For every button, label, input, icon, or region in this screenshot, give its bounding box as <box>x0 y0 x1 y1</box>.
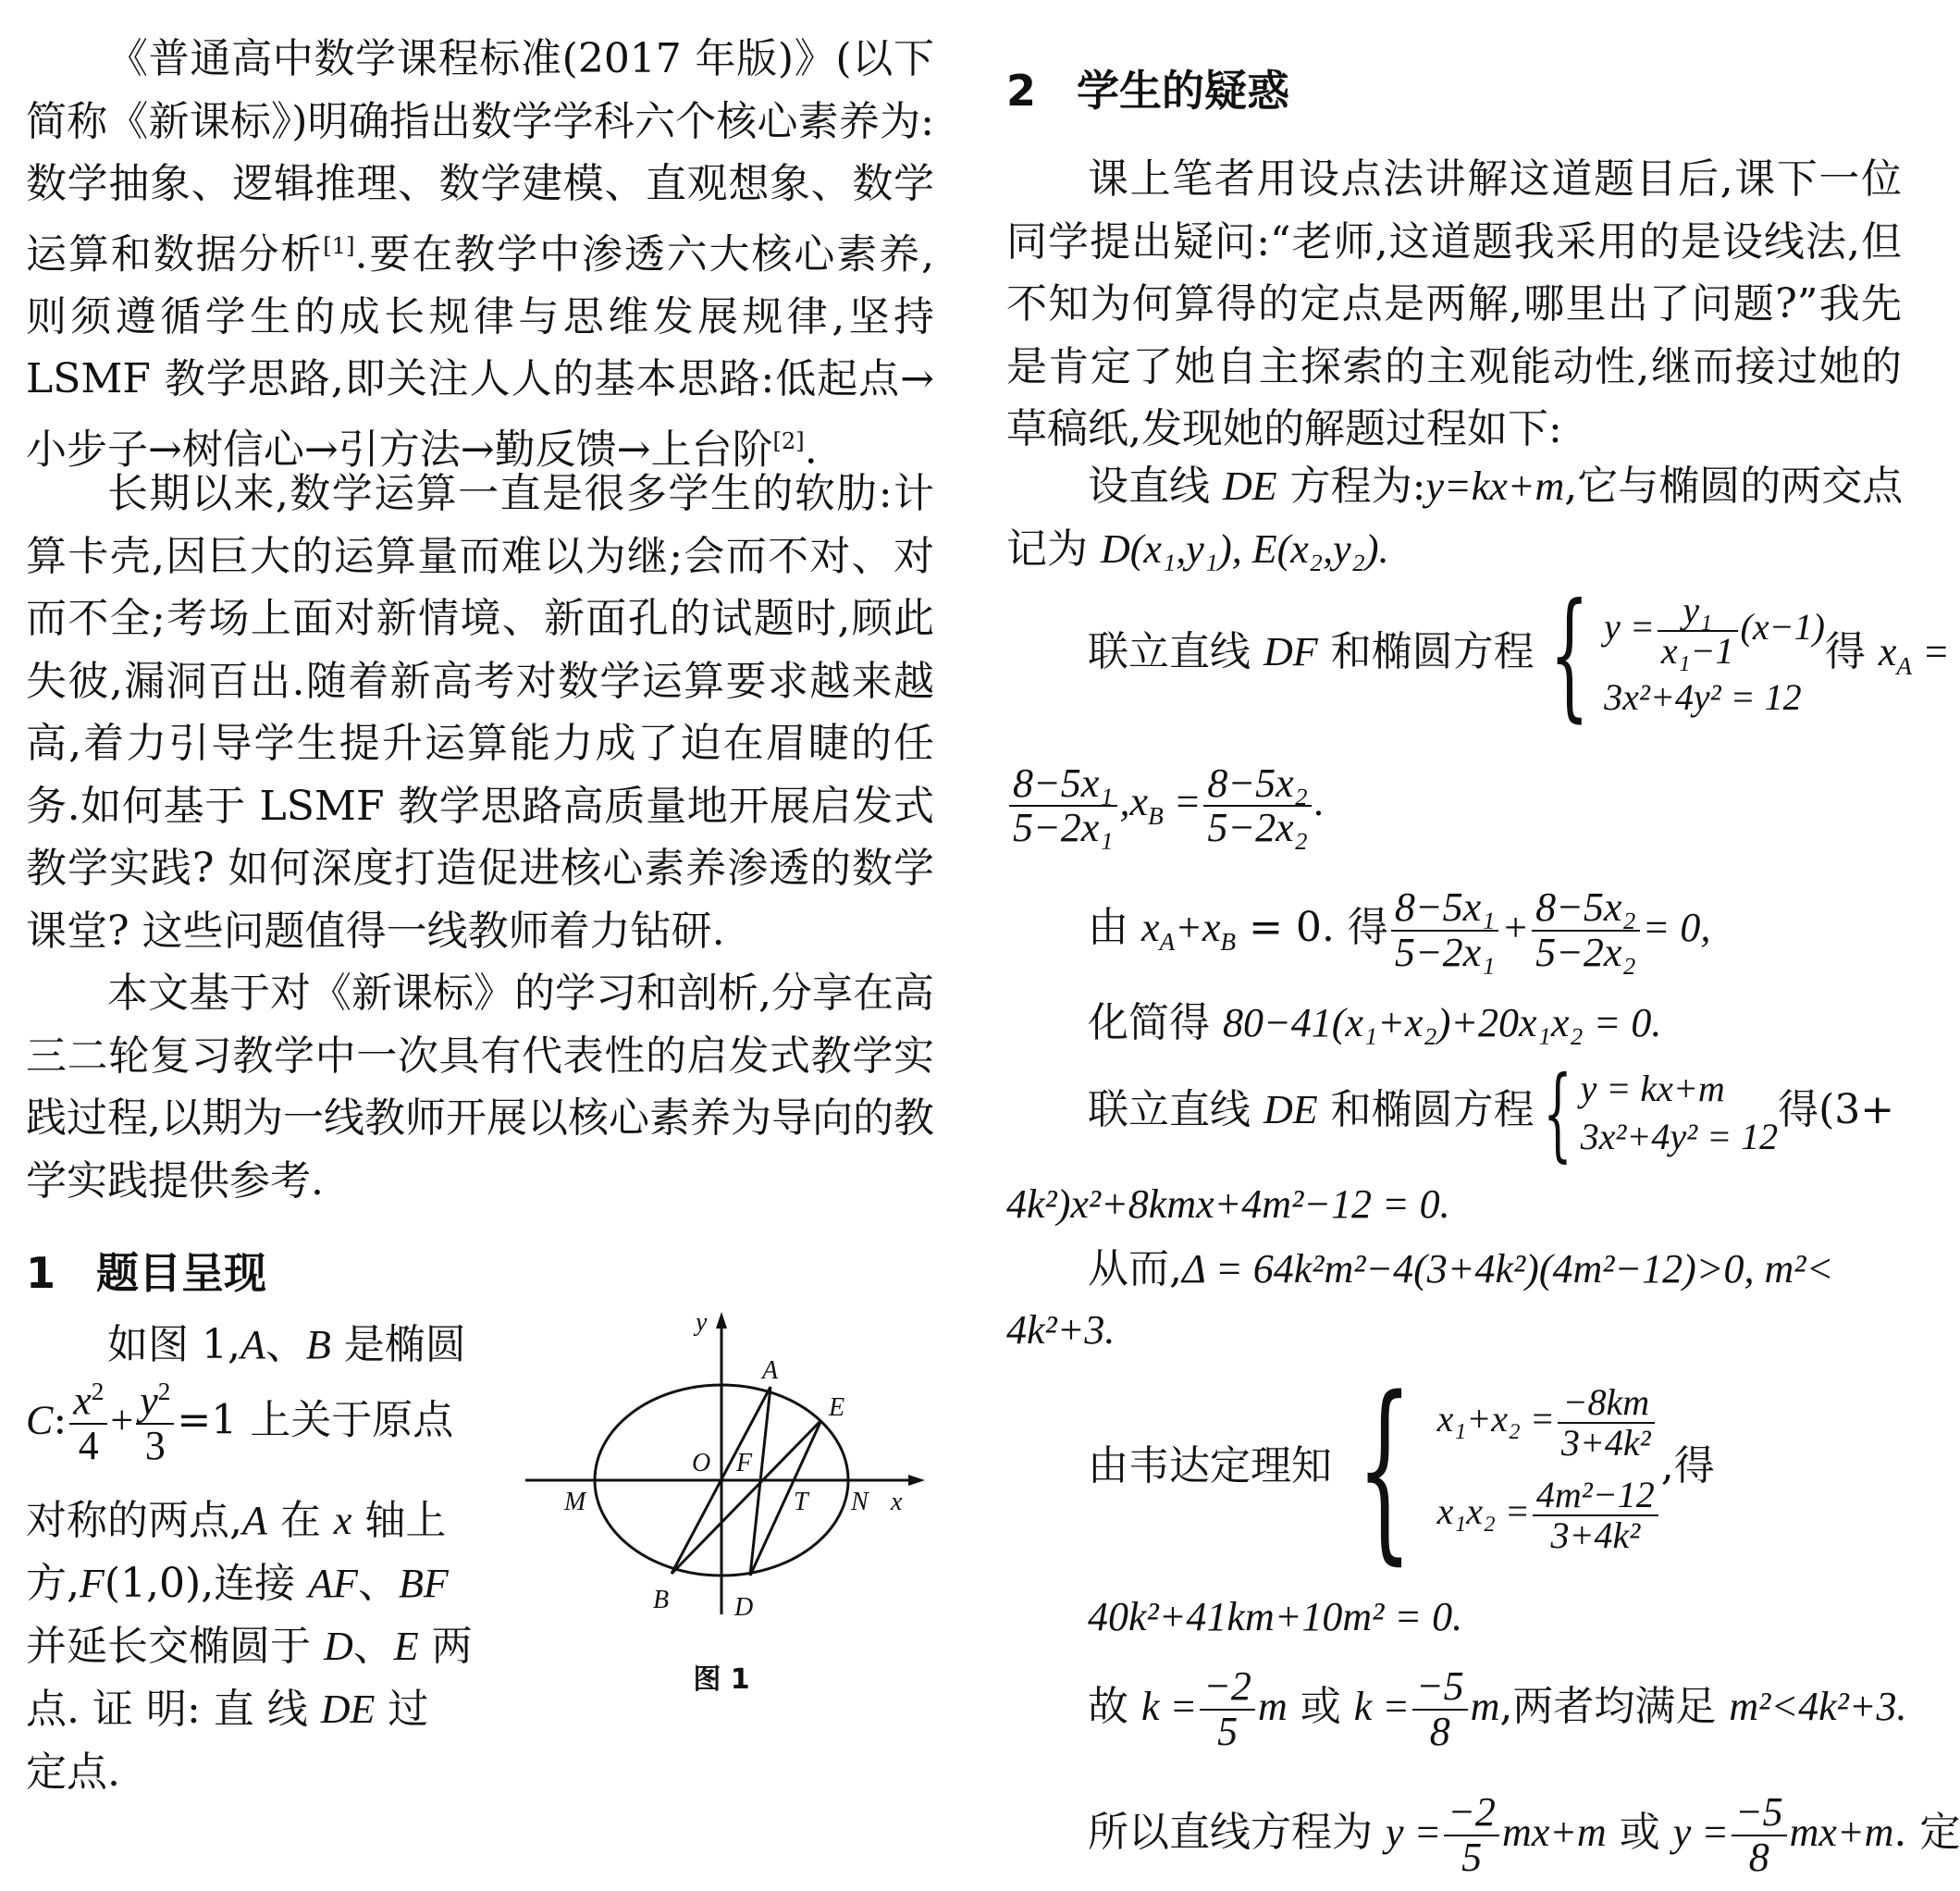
math-var: x <box>73 1378 92 1424</box>
citation-1: [1] <box>323 232 355 259</box>
text: 故 <box>1088 1683 1141 1730</box>
exponent: 2 <box>91 1378 105 1405</box>
point-A-label: A <box>762 1356 779 1385</box>
y-axis-label: y <box>696 1308 708 1337</box>
section-heading-2 <box>1006 57 1289 118</box>
point-T-label: T <box>794 1488 808 1516</box>
problem-line-1 <box>26 1314 470 1376</box>
problem-text: (1,0),连接 <box>104 1560 309 1607</box>
math-var: y <box>140 1378 158 1424</box>
math-expression: 4k²+3. <box>1006 1307 1116 1353</box>
problem-text: 并延长交椭圆于 <box>26 1623 324 1670</box>
math-var: B <box>305 1322 331 1367</box>
point-B-label: B <box>653 1586 670 1614</box>
paragraph-background: 长期以来,数学运算一直是很多学生的软肋:计算卡壳,因巨大的运算量而难以为继;会而不对、对而不全;考场上面对新情境、新面孔的试题时,顾此失彼,漏洞百出.随着新高考对数学运算要求越来越高,着力引导学生提升运算能力成了迫在眉睫的任务.如何基于 LSMF 教学思路高质量地开展启发式教学实践? 如何深度打造促进核心素养渗透的数学课堂? 这些问题值得一线教师着力钻研. <box>26 470 935 955</box>
problem-text: 在 <box>266 1497 334 1544</box>
denominator: 3+4k² <box>1560 1421 1651 1464</box>
paragraph-student-question: 课上笔者用设点法讲解这道题目后,课下一位同学提出疑问:“老师,这道题我采用的是设线法,但不知为何算得的定点是两解,哪里出了问题?”我先是肯定了她自主探索的主观能动性,继而接过她的草稿纸,发现她的解题过程如下: <box>1006 155 1902 452</box>
math-line-de-system <box>1006 1053 1902 1172</box>
text: 所以直线方程为 <box>1088 1809 1386 1856</box>
math-expression: y = <box>1672 1810 1729 1855</box>
math-line-line-equations <box>1006 1782 1960 1884</box>
subscript: A <box>1159 927 1176 956</box>
text: 或 <box>1287 1683 1354 1730</box>
math-expression: y = kx+m <box>1580 1067 1725 1109</box>
problem-text: 轴上 <box>351 1497 447 1544</box>
math-line-sum-zero <box>1006 877 1902 993</box>
denominator: x₁−1 <box>1660 629 1734 672</box>
denominator: 3 <box>144 1422 166 1468</box>
fraction-y2-over-3 <box>136 1378 174 1467</box>
paragraph-purpose: 本文基于对《新课标》的学习和剖析,分享在高三二轮复习教学中一次具有代表性的启发式教学实践过程,以期为一线教师开展以核心素养为导向的教学实践提供参考. <box>26 970 934 1205</box>
text: 记为 <box>1006 525 1101 573</box>
denominator: 8 <box>1748 1834 1769 1880</box>
figure-1 <box>507 1295 932 1702</box>
text: ,得 <box>1660 1442 1715 1489</box>
denominator: 5−2x₂ <box>1207 804 1308 850</box>
math-expression: 3x²+4y² = 12 <box>1580 1115 1779 1157</box>
problem-line-4 <box>26 1552 470 1614</box>
math-line-quadratic <box>1006 1173 1902 1235</box>
math-expression: Δ = 64k²m²−4(3+4k²)(4m²−12)>0, m²< <box>1182 1246 1834 1292</box>
numerator: y₁ <box>1683 588 1712 631</box>
math-expression: ,x <box>1119 779 1149 824</box>
text: ,它与椭圆的两交点 <box>1564 463 1904 510</box>
math-expression: y = <box>1604 605 1655 648</box>
problem-text: 、 <box>352 1623 394 1670</box>
text: 方程为: <box>1276 463 1426 510</box>
figure-caption: 图 1 <box>693 1663 750 1696</box>
point-E-label: E <box>829 1393 845 1422</box>
numerator: 8−5x₁ <box>1013 760 1114 806</box>
math-expression: 40k²+41km+10m² = 0. <box>1088 1594 1463 1639</box>
math-var: DE <box>1223 463 1277 509</box>
math-line-discriminant-cont <box>1006 1299 1902 1361</box>
problem-text: 两 <box>418 1623 473 1670</box>
text: 和椭圆方程 <box>1317 1086 1535 1133</box>
math-expression: mx+m <box>1789 1810 1894 1855</box>
text: 从而, <box>1088 1245 1182 1292</box>
math-var: F <box>80 1561 105 1606</box>
math-expression: 80−41(x₁+x₂)+20x₁x₂ = 0. <box>1223 1000 1662 1045</box>
x-axis-label: x <box>891 1488 903 1516</box>
math-var: x <box>333 1498 352 1543</box>
math-var: x <box>1878 629 1897 674</box>
problem-text: 是椭圆 <box>330 1321 466 1368</box>
text: 联立直线 <box>1088 628 1264 675</box>
text: . 定 <box>1893 1809 1960 1856</box>
numerator: −8km <box>1562 1380 1650 1423</box>
math-var: E <box>393 1624 419 1669</box>
equation-system-de: { y = kx+m 3x²+4y² = 12 <box>1542 1053 1779 1172</box>
problem-text: : <box>53 1396 68 1444</box>
math-expression: x₁+x₂ = <box>1436 1397 1555 1440</box>
intro-text-a: 《普通高中数学课程标准(2017 年版)》(以下简称《新课标》)明确指出数学学科六个核心素养为:数学抽象、逻辑推理、数学建模、直观想象、数学运算和数据分析 <box>26 35 934 278</box>
point-N-label: N <box>851 1488 869 1516</box>
numerator: 8−5x₂ <box>1207 760 1308 806</box>
math-var: AF <box>308 1561 358 1606</box>
section-number: 2 <box>1006 66 1037 116</box>
citation-2: [2] <box>772 427 805 454</box>
problem-text: 定点. <box>26 1749 120 1796</box>
intro-text-c: . <box>804 426 818 474</box>
ellipse-diagram <box>507 1295 932 1702</box>
paragraph-intro <box>26 28 934 481</box>
point-F-label: F <box>736 1449 753 1477</box>
math-line-k-solutions <box>1006 1656 1907 1758</box>
problem-text: 对称的两点, <box>26 1497 242 1544</box>
segment-DE <box>750 1420 821 1576</box>
math-line-vieta <box>1006 1354 1902 1582</box>
intro-text-b: .要在教学中渗透六大核心素养,则须遵循学生的成长规律与思维发展规律,坚持 LSMF 教学思路,即关注人人的基本思路:低起点→小步子→树信心→引方法→勤反馈→上台阶 <box>26 230 934 474</box>
denominator: 5−2x₂ <box>1535 929 1636 975</box>
problem-line-6 <box>26 1678 470 1740</box>
denominator: 8 <box>1429 1708 1450 1754</box>
math-expression: m²<4k²+3. <box>1729 1684 1907 1729</box>
math-var: A <box>240 1322 265 1367</box>
math-var: BF <box>398 1561 449 1606</box>
numerator: −5 <box>1734 1789 1783 1835</box>
math-expression: y=kx+m <box>1425 463 1565 509</box>
problem-text: 方, <box>26 1560 80 1607</box>
math-expression: 4k²)x²+8kmx+4m²−12 = 0. <box>1006 1181 1450 1227</box>
math-line-discriminant <box>1006 1238 1902 1300</box>
text: 得(3+ <box>1778 1086 1895 1133</box>
fraction-x2-over-4 <box>69 1378 107 1467</box>
origin-label: O <box>692 1449 711 1477</box>
text: 或 <box>1606 1809 1673 1856</box>
problem-line-2 <box>26 1378 470 1467</box>
math-line-df-system <box>1006 574 1950 735</box>
problem-text: 、 <box>265 1321 306 1368</box>
problem-text: 、 <box>357 1560 399 1607</box>
math-expression: mx+m <box>1501 1810 1607 1855</box>
math-expression: 3x²+4y² = 12 <box>1604 675 1802 718</box>
numerator: 4m²−12 <box>1535 1473 1655 1515</box>
text: 联立直线 <box>1088 1086 1264 1133</box>
math-line-km-relation <box>1006 1586 1902 1648</box>
text: ,两者均满足 <box>1499 1683 1730 1730</box>
problem-line-3 <box>26 1489 470 1551</box>
section-title: 学生的疑惑 <box>1077 66 1290 116</box>
math-expression: k = <box>1141 1684 1198 1729</box>
section-heading-1 <box>26 1240 266 1301</box>
math-expression: y = <box>1386 1810 1442 1855</box>
math-expression: +x <box>1175 905 1221 950</box>
math-var: D <box>324 1624 353 1669</box>
math-line-simplify <box>1006 992 1902 1054</box>
math-var: m <box>1257 1684 1288 1729</box>
denominator: 5−2x₁ <box>1394 929 1496 975</box>
text: 得 <box>1824 628 1879 675</box>
section-number: 1 <box>26 1248 56 1298</box>
math-line-points <box>1006 518 1902 580</box>
text: 由韦达定理知 <box>1088 1442 1332 1489</box>
problem-text: 过 <box>375 1686 429 1733</box>
math-var: A <box>242 1498 267 1543</box>
denominator: 3+4k² <box>1550 1514 1641 1556</box>
math-var: DF <box>1264 629 1318 674</box>
subscript: B <box>1148 801 1164 830</box>
point-D-label: D <box>734 1593 754 1622</box>
numerator: −2 <box>1448 1789 1496 1835</box>
numerator: −5 <box>1415 1663 1464 1710</box>
math-expression: x₁x₂ = <box>1436 1489 1530 1532</box>
math-expression: . <box>1313 779 1325 824</box>
ellipse-label: C <box>26 1397 54 1443</box>
plus-sign: + <box>1501 905 1530 950</box>
denominator: 5 <box>1461 1834 1483 1880</box>
problem-line-5 <box>26 1615 473 1677</box>
math-var: x <box>1141 905 1160 950</box>
numerator: −2 <box>1203 1663 1251 1710</box>
text: 化简得 <box>1088 999 1223 1046</box>
problem-text: =1 上关于原点 <box>177 1396 454 1444</box>
exponent: 2 <box>157 1378 171 1405</box>
math-expression: = <box>1912 629 1950 674</box>
math-var: DE <box>1264 1087 1318 1132</box>
denominator: 4 <box>78 1422 99 1468</box>
math-line-xa-xb <box>1006 751 1902 867</box>
numerator: 8−5x₂ <box>1535 884 1636 931</box>
math-expression: k = <box>1353 1684 1410 1729</box>
problem-text: 点. 证 明: 直 线 <box>26 1686 321 1733</box>
text: 设直线 <box>1088 463 1223 510</box>
equation-system-vieta: { x₁+x₂ = $\frac{-8km}{\text{3+4k²}}$ x₁x₂ = $\frac{\text{4m²−12}}{\text{3+4k²}}$ <box>1332 1372 1661 1566</box>
math-expression: = 0, <box>1642 905 1711 950</box>
x-axis-arrow <box>908 1475 925 1486</box>
math-expression: (x−1) <box>1740 605 1825 648</box>
equation-system-df: { y = $\frac{\text{y₁}}{\text{x₁−1}}$ (x−1) 3x²+4y² = 12 <box>1548 574 1825 735</box>
section-title: 题目呈现 <box>96 1248 267 1298</box>
text: = 0. 得 <box>1236 904 1388 951</box>
point-M-label: M <box>564 1488 586 1516</box>
math-expression: = <box>1163 779 1202 824</box>
y-axis-arrow <box>716 1312 727 1329</box>
math-expression: D(x₁,y₁), E(x₂,y₂). <box>1101 526 1389 572</box>
text: 和椭圆方程 <box>1317 628 1535 675</box>
denominator: 5 <box>1217 1708 1239 1754</box>
numerator: 8−5x₁ <box>1394 884 1496 931</box>
subscript: A <box>1896 651 1913 680</box>
text: 由 <box>1088 904 1141 951</box>
denominator: 5−2x₁ <box>1013 804 1114 850</box>
math-var: DE <box>320 1687 376 1732</box>
plus-sign: + <box>110 1397 134 1443</box>
math-var: m <box>1470 1684 1500 1729</box>
math-line-setup <box>1006 455 1902 517</box>
problem-line-7 <box>26 1741 470 1803</box>
problem-text: 如图 1, <box>107 1321 240 1368</box>
subscript: B <box>1220 927 1237 956</box>
